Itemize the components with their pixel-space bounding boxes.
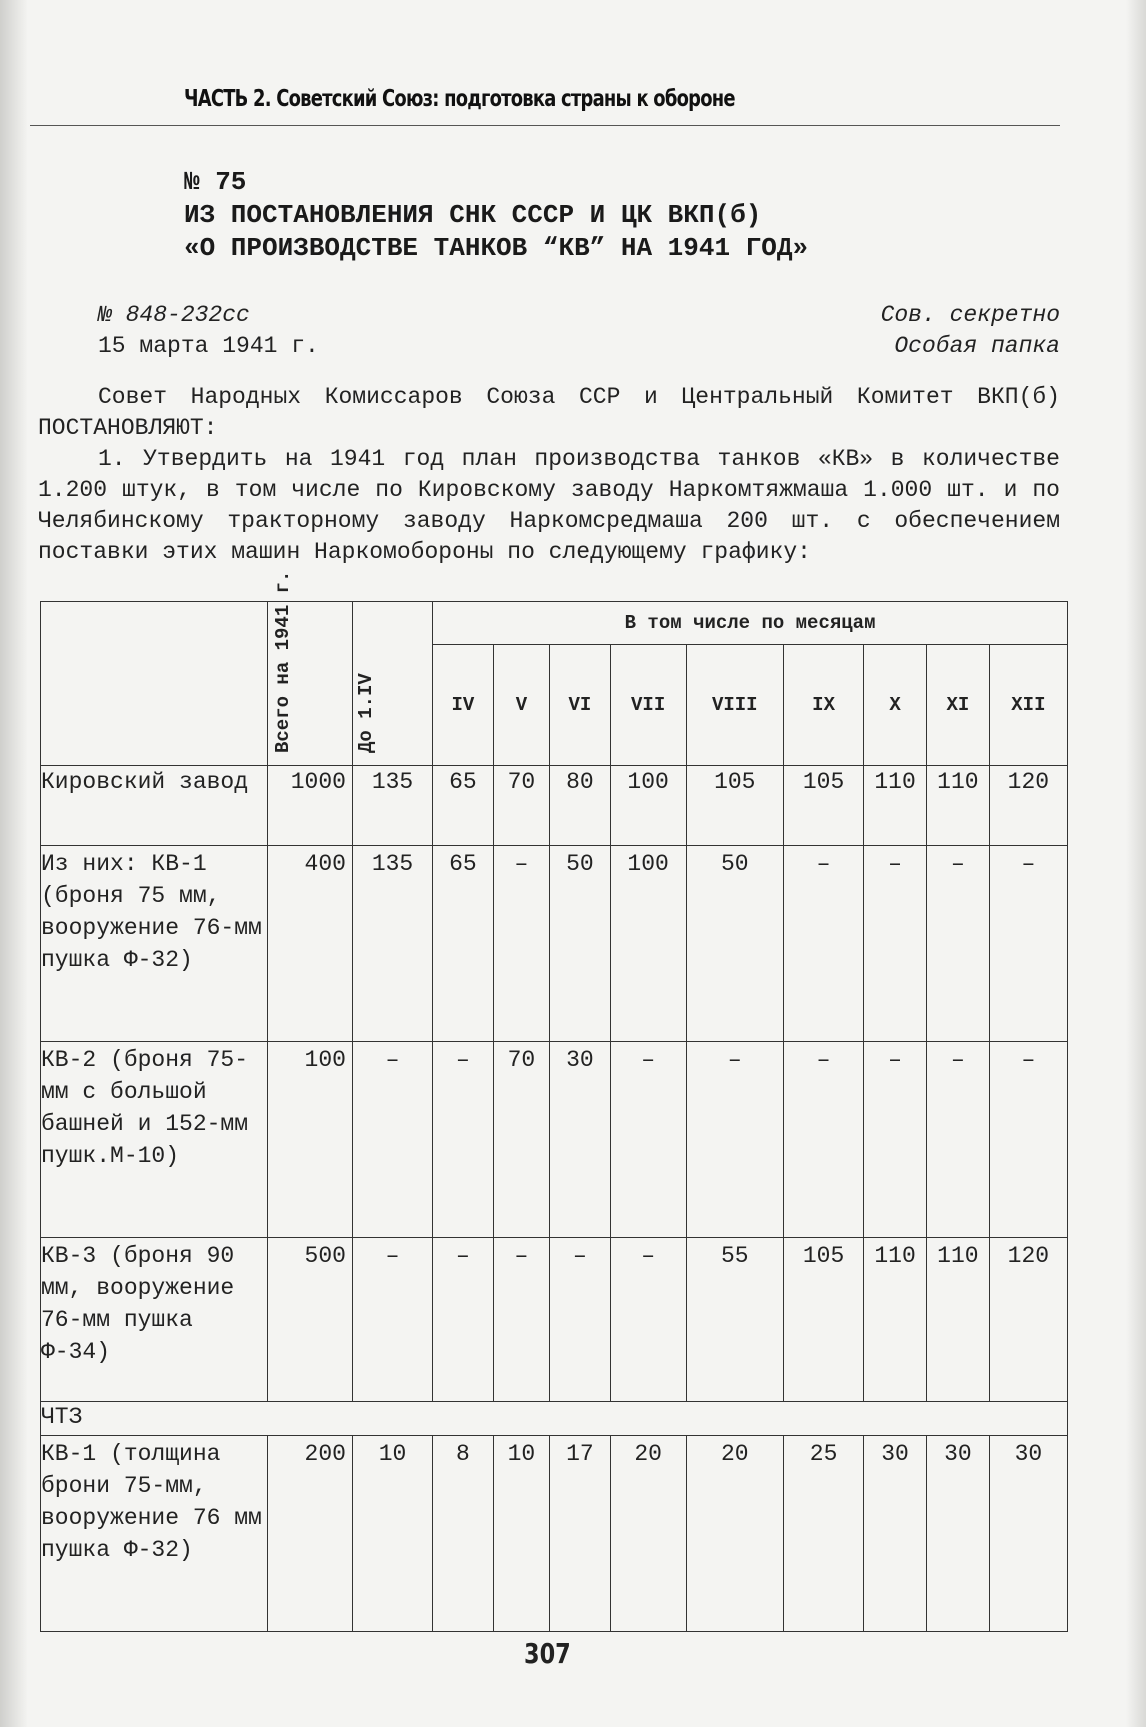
row-month-value: – (493, 846, 549, 1042)
month-header: VI (550, 645, 611, 766)
row-month-value: 10 (493, 1436, 549, 1632)
month-header: VIII (686, 645, 783, 766)
row-total: 400 (268, 846, 352, 1042)
months-group-header: В том числе по месяцам (433, 602, 1068, 645)
row-month-value: – (550, 1238, 611, 1402)
row-month-value: – (433, 1238, 494, 1402)
row-month-value: – (610, 1042, 686, 1238)
row-upto: 135 (352, 846, 432, 1042)
table-row (41, 1238, 1068, 1402)
row-total: 500 (268, 1238, 352, 1402)
paragraph-1: 1. Утвердить на 1941 год план производства танков «КВ» в количестве 1.200 штук, в том числе по Кировскому заводу Наркомтяжмаша 1.000 шт. и по Челябинскому тракторному заводу Наркомсредмаша 200 шт. с обеспечением поставки этих машин Наркомобороны по следующему графику: (38, 446, 1060, 565)
total-column-label: Всего на 1941 г. (272, 570, 295, 753)
page-number: 307 (524, 1637, 571, 1670)
row-month-value: 100 (610, 846, 686, 1042)
row-month-value: 20 (610, 1436, 686, 1632)
paragraph-intro: Совет Народных Комиссаров Союза ССР и Центральный Комитет ВКП(б) ПОСТАНОВЛЯЮТ: (38, 384, 1060, 441)
row-month-value: – (989, 1042, 1067, 1238)
row-month-value: 65 (433, 766, 494, 846)
month-header: X (864, 645, 927, 766)
page-gutter-shadow (0, 0, 28, 1727)
row-month-value: 105 (784, 766, 864, 846)
row-month-value: 30 (550, 1042, 611, 1238)
row-month-value: 30 (926, 1436, 989, 1632)
folder-label: Особая папка (894, 333, 1060, 359)
table-corner-cell (41, 602, 268, 766)
row-month-value: 17 (550, 1436, 611, 1632)
row-month-value: – (784, 846, 864, 1042)
classification-label: Сов. секретно (880, 302, 1060, 328)
production-schedule-table (40, 570, 1068, 1632)
row-month-value: 120 (989, 766, 1067, 846)
row-month-value: 8 (433, 1436, 494, 1632)
row-month-value: – (926, 1042, 989, 1238)
row-month-value: 20 (686, 1436, 783, 1632)
row-total: 100 (268, 1042, 352, 1238)
document-meta-left (98, 300, 319, 362)
row-name: КВ-2 (броня 75-мм с большой башней и 152-мм пушк.М-10) (41, 1042, 268, 1238)
table-row (41, 1042, 1068, 1238)
row-month-value: 70 (493, 766, 549, 846)
row-month-value: 105 (686, 766, 783, 846)
row-month-value: 25 (784, 1436, 864, 1632)
row-month-value: – (493, 1238, 549, 1402)
row-month-value: 80 (550, 766, 611, 846)
row-month-value: – (784, 1042, 864, 1238)
table-row (41, 1436, 1068, 1632)
row-month-value: 55 (686, 1238, 783, 1402)
document-date: 15 марта 1941 г. (98, 333, 319, 359)
row-upto: – (352, 1238, 432, 1402)
table-header-row (41, 602, 1068, 645)
table-row (41, 846, 1068, 1042)
registration-number: № 848-232сс (98, 302, 250, 328)
row-month-value: 70 (493, 1042, 549, 1238)
row-month-value: 105 (784, 1238, 864, 1402)
row-upto: – (352, 1042, 432, 1238)
row-month-value: – (864, 846, 927, 1042)
row-month-value: 110 (926, 766, 989, 846)
header-rule (30, 125, 1060, 126)
document-body (38, 382, 1060, 568)
document-meta-right (881, 300, 1060, 362)
row-month-value: 110 (864, 1238, 927, 1402)
row-month-value: – (926, 846, 989, 1042)
page-edge (1126, 0, 1146, 1727)
month-header: IV (433, 645, 494, 766)
row-month-value: 110 (864, 766, 927, 846)
month-header: VII (610, 645, 686, 766)
row-month-value: 50 (550, 846, 611, 1042)
row-month-value: 50 (686, 846, 783, 1042)
group-label-chtz: ЧТЗ (41, 1402, 1068, 1436)
row-upto: 135 (352, 766, 432, 846)
row-month-value: 120 (989, 1238, 1067, 1402)
row-month-value: – (864, 1042, 927, 1238)
row-month-value: – (610, 1238, 686, 1402)
document-title-line2: «О ПРОИЗВОДСТВЕ ТАНКОВ “КВ” НА 1941 ГОД» (184, 233, 809, 263)
document-title-block (184, 166, 808, 265)
part-header: ЧАСТЬ 2. Советский Союз: подготовка страны к обороне (184, 86, 735, 112)
month-header: XI (926, 645, 989, 766)
month-header: XII (989, 645, 1067, 766)
month-header: IX (784, 645, 864, 766)
row-name: Кировский завод (41, 766, 268, 846)
month-header: V (493, 645, 549, 766)
group-row (41, 1402, 1068, 1436)
upto-column-label: До 1.IV (354, 673, 377, 753)
row-month-value: 30 (989, 1436, 1067, 1632)
upto-column-header (352, 602, 432, 766)
row-month-value: 100 (610, 766, 686, 846)
row-month-value: – (433, 1042, 494, 1238)
row-month-value: – (989, 846, 1067, 1042)
row-name: КВ-1 (толщина брони 75-мм, вооружение 76 мм пушка Ф-32) (41, 1436, 268, 1632)
row-upto: 10 (352, 1436, 432, 1632)
row-month-value: – (686, 1042, 783, 1238)
row-name: КВ-3 (броня 90 мм, вооружение 76-мм пушка Ф-34) (41, 1238, 268, 1402)
document-number: № 75 (184, 167, 247, 197)
row-total: 200 (268, 1436, 352, 1632)
row-month-value: 110 (926, 1238, 989, 1402)
row-month-value: 30 (864, 1436, 927, 1632)
row-name: Из них: КВ-1 (броня 75 мм, вооружение 76-мм пушка Ф-32) (41, 846, 268, 1042)
row-month-value: 65 (433, 846, 494, 1042)
row-total: 1000 (268, 766, 352, 846)
total-column-header (268, 570, 352, 766)
document-title-line1: ИЗ ПОСТАНОВЛЕНИЯ СНК СССР И ЦК ВКП(б) (184, 200, 762, 230)
table-row (41, 766, 1068, 846)
